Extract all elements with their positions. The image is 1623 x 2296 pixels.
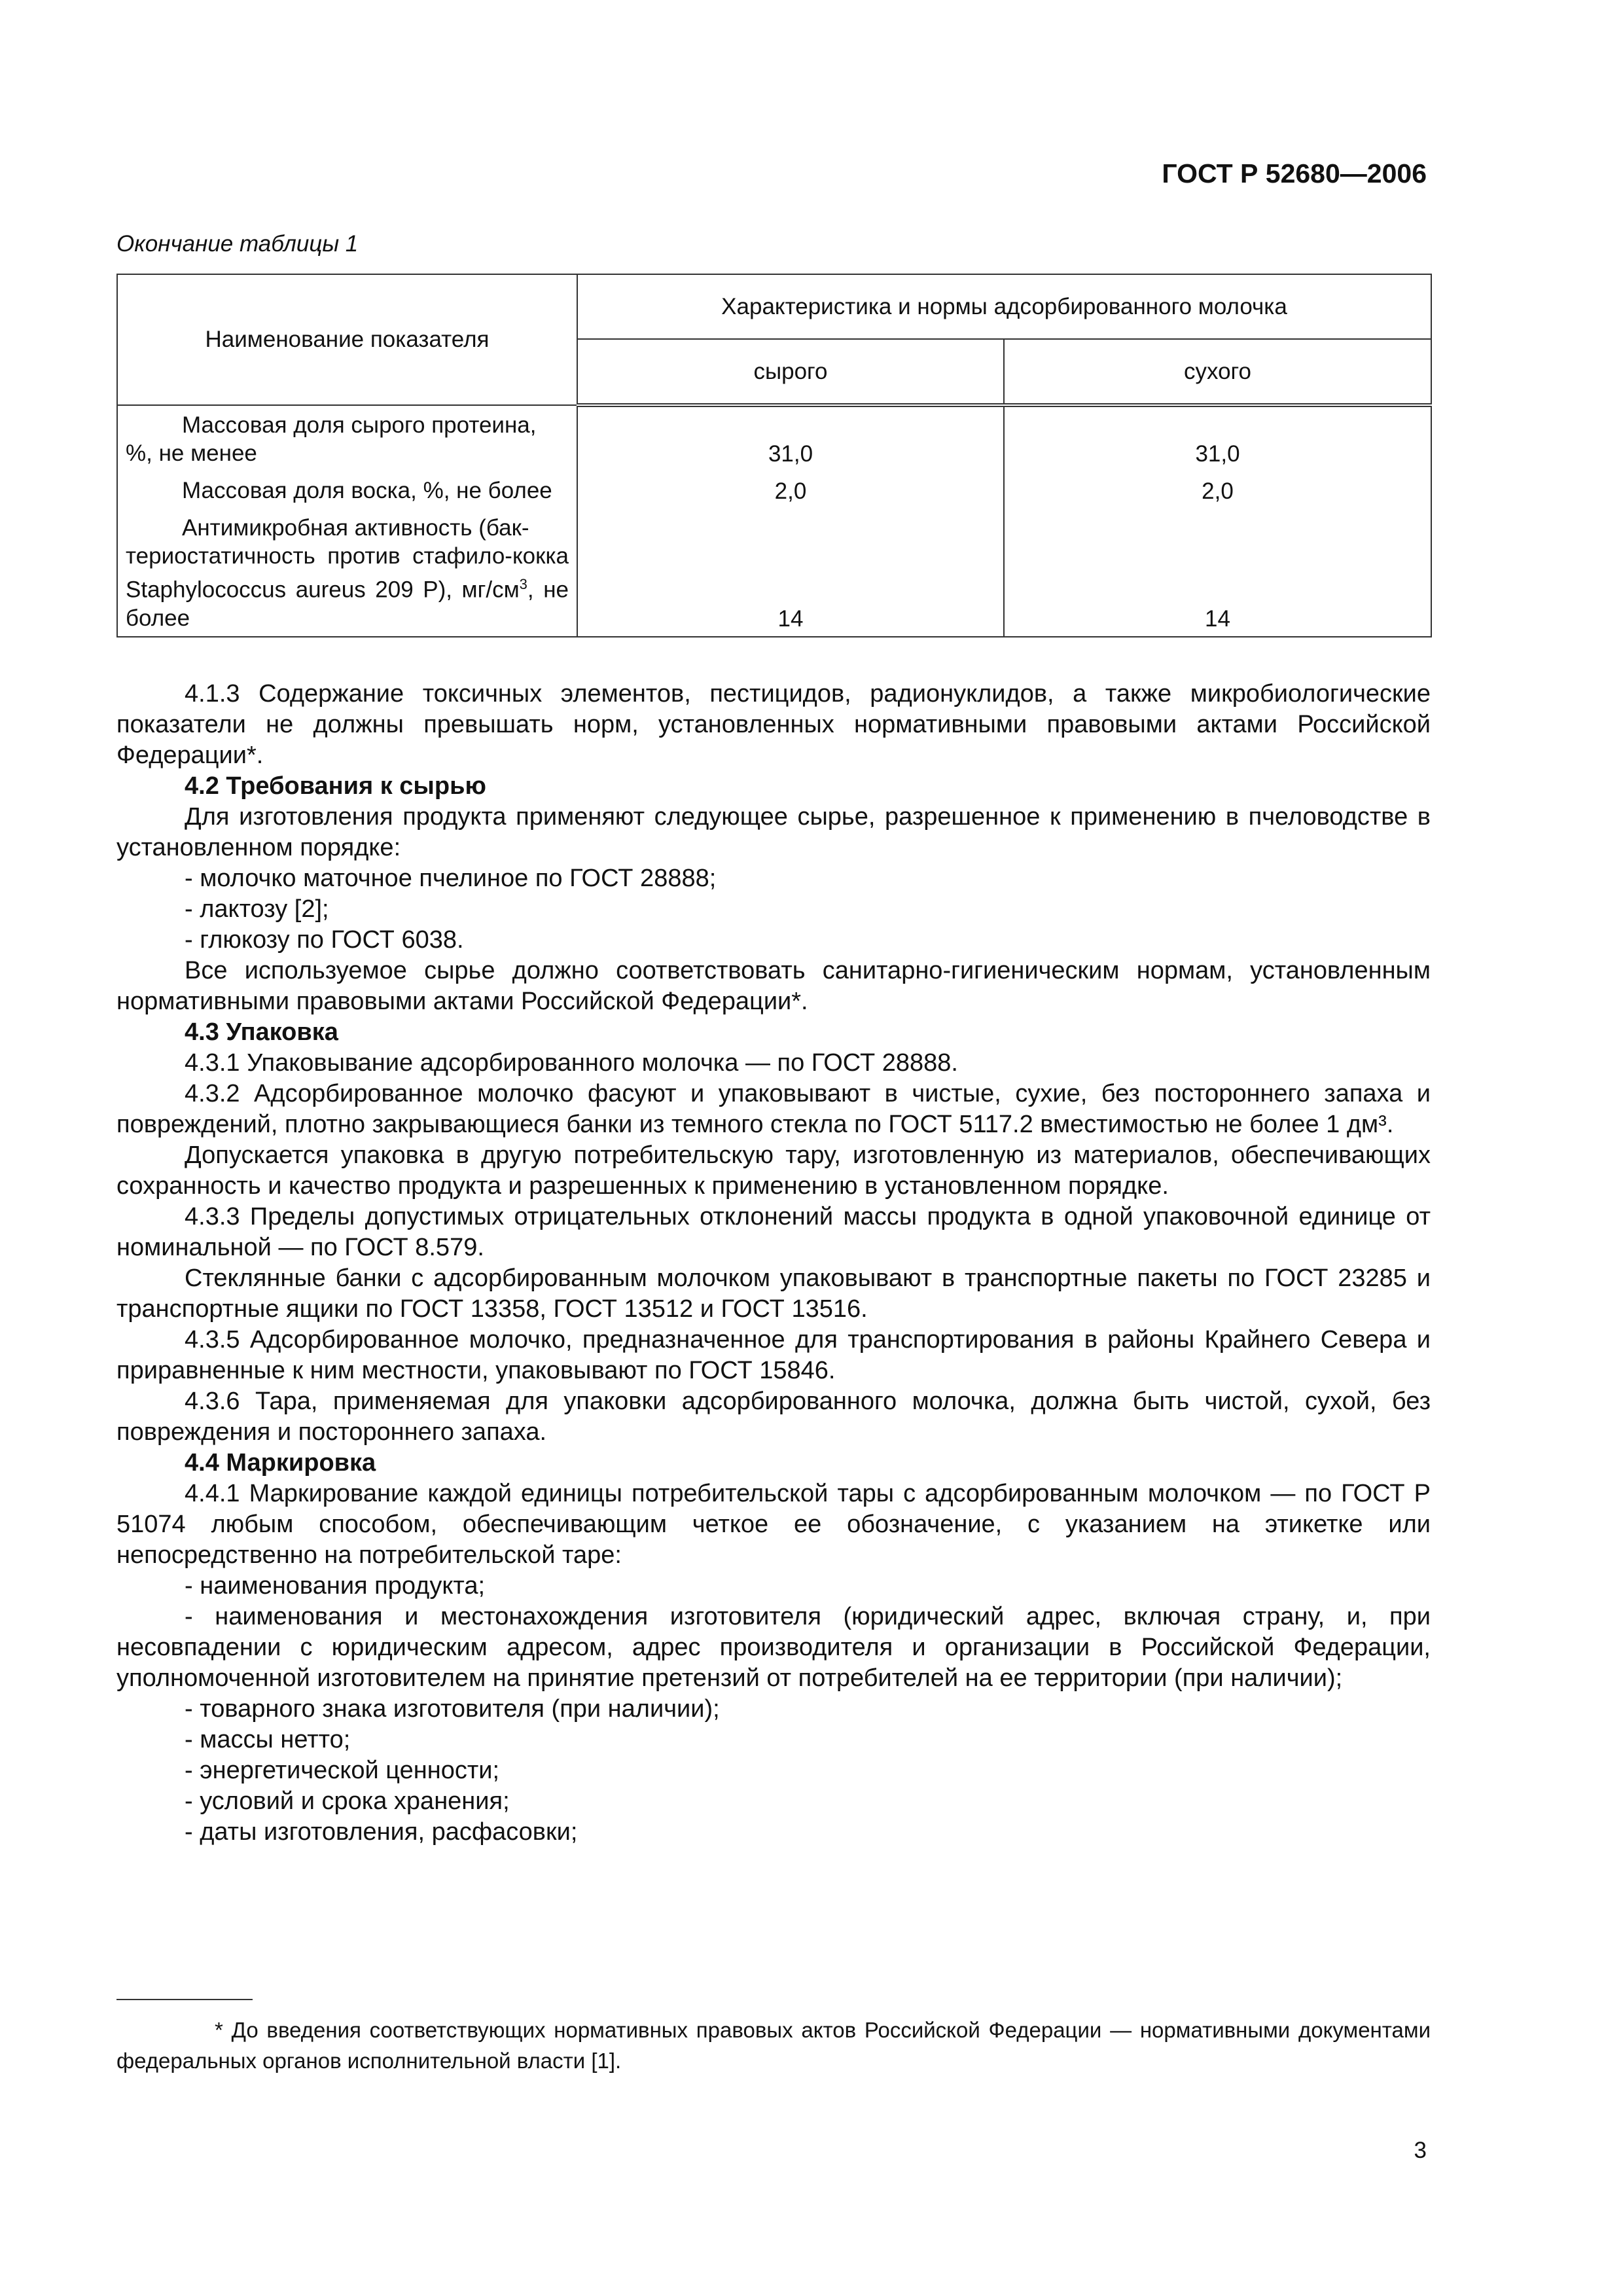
row-value-dry: 14 <box>1004 509 1431 637</box>
paragraph: 4.3.2 Адсорбированное молочко фасуют и упаковывают в чистые, сухие, без постороннего запаха и повреждений, плотно закрывающиеся банки из темного стекла по ГОСТ 5117.2 вместимостью не более 1 дм³. <box>116 1080 1431 1138</box>
row-value-dry: 2,0 <box>1004 471 1431 509</box>
list-item: - массы нетто; <box>185 1726 351 1753</box>
section-heading: 4.2 Требования к сырью <box>185 772 486 800</box>
list-item: - глюкозу по ГОСТ 6038. <box>185 926 464 954</box>
table-row <box>117 405 1431 471</box>
paragraph: Для изготовления продукта применяют следующее сырье, разрешенное к применению в пчеловодстве в установленном порядке: <box>116 803 1431 861</box>
footnote: * До введения соответствующих нормативных правовых актов Российской Федерации — нормативными документами федеральных органов исполнительной власти [1]. <box>116 2018 1431 2073</box>
col-header-group: Характеристика и нормы адсорбированного молочка <box>577 274 1431 339</box>
section-heading: 4.3 Упаковка <box>185 1018 338 1046</box>
paragraph: Все используемое сырье должно соответствовать санитарно-гигиеническим нормам, установленным нормативными правовыми актами Российской Федерации*. <box>116 957 1431 1015</box>
paragraph: 4.3.6 Тара, применяемая для упаковки адсорбированного молочка, должна быть чистой, сухой, без повреждения и постороннего запаха. <box>116 1388 1431 1446</box>
page-number: 3 <box>1414 2138 1427 2163</box>
list-item: - условий и срока хранения; <box>185 1787 510 1815</box>
paragraph: 4.3.1 Упаковывание адсорбированного молочка — по ГОСТ 28888. <box>185 1049 958 1077</box>
paragraph: Стеклянные банки с адсорбированным молочком упаковывают в транспортные пакеты по ГОСТ 23285 и транспортные ящики по ГОСТ 13358, ГОСТ 13512 и ГОСТ 13516. <box>116 1265 1431 1323</box>
row-value-raw: 14 <box>577 509 1004 637</box>
row-value-raw: 2,0 <box>577 471 1004 509</box>
body-text <box>116 679 1431 1848</box>
list-item: - молочко маточное пчелиное по ГОСТ 28888; <box>185 865 717 892</box>
col-header-dry: сухого <box>1004 339 1431 405</box>
row-name: Антимикробная активность (бак- териостатичность против стафило-кокка Staphylococcus aureus 209 Р), $мг/см^3$, не более <box>117 509 577 637</box>
row-value-raw: 31,0 <box>577 405 1004 471</box>
spec-table <box>116 274 1432 637</box>
list-item: - наименования продукта; <box>185 1572 486 1600</box>
row-name: Массовая доля сырого протеина, %, не менее <box>117 405 577 471</box>
list-item: - товарного знака изготовителя (при наличии); <box>185 1695 720 1723</box>
table-row <box>117 471 1431 509</box>
row-value-dry: 31,0 <box>1004 405 1431 471</box>
list-item: - энергетической ценности; <box>185 1757 500 1784</box>
col-header-raw: сырого <box>577 339 1004 405</box>
paragraph: 4.1.3 Содержание токсичных элементов, пестицидов, радионуклидов, а также микробиологические показатели не должны превышать норм, установленных нормативными правовыми актами Российской Федерации*. <box>116 680 1431 769</box>
document-code: ГОСТ Р 52680—2006 <box>1162 158 1427 188</box>
paragraph: 4.3.3 Пределы допустимых отрицательных отклонений массы продукта в одной упаковочной единице от номинальной — по ГОСТ 8.579. <box>116 1203 1431 1261</box>
table-caption: Окончание таблицы 1 <box>116 231 359 257</box>
list-item: - наименования и местонахождения изготовителя (юридический адрес, включая страну, и, при несовпадении с юридическим адресом, адрес производителя и организации в Российской Федерации, уполномоченной изготовителем на принятие претензий от потребителей на ее территории (при наличии); <box>116 1603 1431 1692</box>
row-name: Массовая доля воска, %, не более <box>117 471 577 509</box>
paragraph: 4.3.5 Адсорбированное молочко, предназначенное для транспортирования в районы Крайнего Севера и приравненные к ним местности, упаковывают по ГОСТ 15846. <box>116 1326 1431 1384</box>
list-item: - лактозу [2]; <box>185 895 329 923</box>
paragraph: 4.4.1 Маркирование каждой единицы потребительской тары с адсорбированным молочком — по ГОСТ Р 51074 любым способом, обеспечивающим четкое ее обозначение, с указанием на этикетке или непосредственно на потребительской таре: <box>116 1480 1431 1569</box>
table-row <box>117 509 1431 637</box>
section-heading: 4.4 Маркировка <box>185 1449 376 1477</box>
col-header-name: Наименование показателя <box>117 274 577 405</box>
paragraph: Допускается упаковка в другую потребительскую тару, изготовленную из материалов, обеспечивающих сохранность и качество продукта и разрешенных к применению в установленном порядке. <box>116 1141 1431 1200</box>
list-item: - даты изготовления, расфасовки; <box>185 1818 578 1846</box>
footnote-divider <box>116 1999 253 2000</box>
